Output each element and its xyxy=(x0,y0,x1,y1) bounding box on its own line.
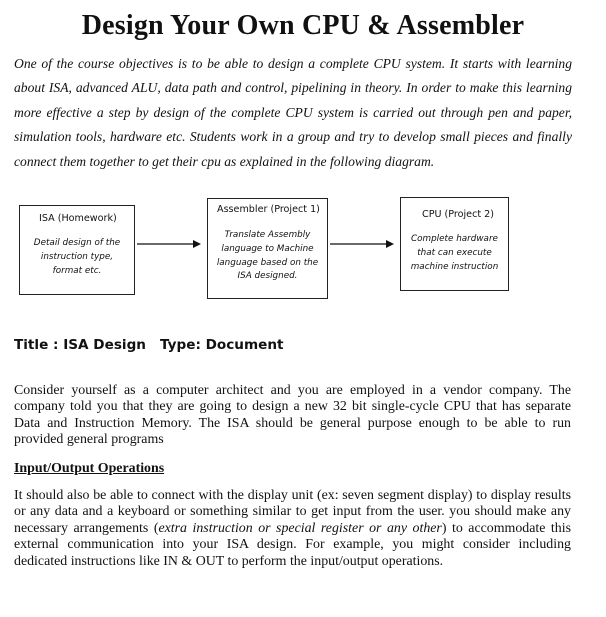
document-type: Type: Document xyxy=(159,337,284,353)
document-meta xyxy=(14,337,284,353)
assembler-box-title: Assembler (Project 1) xyxy=(217,204,320,215)
cpu-box-description: Complete hardware that can execute machine instruction xyxy=(410,234,499,272)
io-operations-heading: Input/Output Operations xyxy=(14,461,165,476)
assembler-project-box xyxy=(207,198,328,299)
io-paragraph-part2: ) to accommodate this external communication into your ISA design. For example, you might consider including dedicated instructions like IN & OUT to perform the input/output operations. xyxy=(14,520,571,569)
isa-box-description: Detail design of the instruction type, format etc. xyxy=(33,238,121,276)
document-title: Title : ISA Design xyxy=(14,337,146,353)
cpu-project-box xyxy=(400,197,509,291)
assembler-box-description: Translate Assembly language to Machine language based on the ISA designed. xyxy=(216,230,319,282)
io-paragraph-part1: It should also be able to connect with the display unit (ex: seven segment display) to display results or any data and a keyboard or something similar to get input from the user. you should make any necessary arrangements ( xyxy=(14,488,571,536)
intro-paragraph: One of the course objectives is to be able to design a complete CPU system. It starts with learning about ISA, advanced ALU, data path and control, pipelining in theory. In order to make this learning more effective a step by design of the complete CPU system is carried out through pen and paper, simulation tools, hardware etc. Students work in a group and try to develop small pieces and finally connect them together to get their cpu as explained in the following diagram. xyxy=(14,56,572,169)
isa-box-title: ISA (Homework) xyxy=(39,213,117,224)
io-paragraph-emphasis: extra instruction or special register or any other xyxy=(158,520,442,536)
arrow-right-icon xyxy=(136,238,202,250)
arrow-right-icon xyxy=(329,238,395,250)
scenario-paragraph: Consider yourself as a computer architect and you are employed in a vendor company. The company told you that they are going to design a new 32 bit single-cycle CPU that has separate Data and Instruction Memory. The ISA should be general purpose enough to be able to run provided general programs xyxy=(14,383,571,448)
cpu-box-title: CPU (Project 2) xyxy=(422,209,495,220)
isa-homework-box xyxy=(19,205,135,295)
page-title: Design Your Own CPU & Assembler xyxy=(81,10,525,41)
io-paragraph xyxy=(14,488,571,570)
